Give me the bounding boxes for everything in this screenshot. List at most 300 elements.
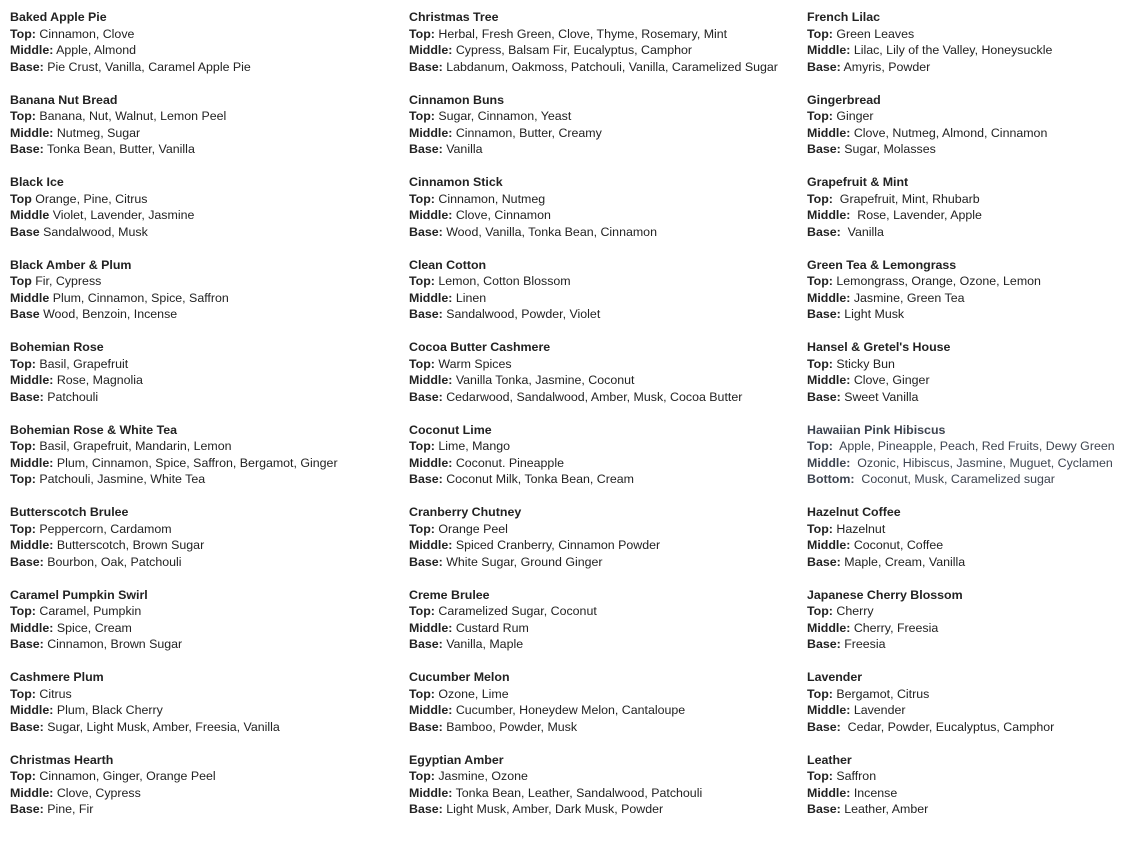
note-value: Cinnamon, Butter, Creamy [452,125,602,140]
note-value: Vanilla Tonka, Jasmine, Coconut [452,373,635,387]
scent-name: Hazelnut Coffee [807,505,901,519]
note-line-top [807,108,1137,125]
scent-name: Leather [807,752,852,767]
note-value: Cherry [832,604,874,618]
scent-entry [807,339,1137,405]
scent-entry [10,92,390,158]
scent-name: Egyptian Amber [409,752,504,767]
scent-entry [10,504,390,570]
note-label: Top: [10,604,36,618]
scent-entry [10,257,390,323]
note-label: Base: [807,802,841,816]
note-label: Middle: [807,785,851,800]
scent-entry [10,422,390,488]
note-line-top [807,273,1137,290]
note-label: Top: [10,439,36,453]
note-label: Base: [409,142,443,156]
note-line-middle [807,620,1137,637]
note-label: Top: [10,521,36,536]
scent-entry [807,422,1137,488]
note-label: Base: [10,389,44,404]
note-value: Coconut. Pineapple [452,455,564,470]
note-label: Middle: [409,208,453,222]
note-line-top [10,603,390,620]
scent-entry [807,174,1137,240]
note-line-base [409,471,789,488]
note-label: Top: [807,521,833,536]
note-label: Base [10,224,40,239]
note-value: Bourbon, Oak, Patchouli [43,554,182,569]
note-value: Clove, Nutmeg, Almond, Cinnamon [850,125,1048,140]
scent-name: Black Amber & Plum [10,257,132,272]
note-line-middle [409,785,789,802]
note-value: Peppercorn, Cardamom [35,521,172,536]
note-value: Vanilla, Maple [442,637,524,651]
note-value: White Sugar, Ground Ginger [442,554,603,569]
note-line-top [409,438,789,455]
note-line-top [807,356,1137,373]
note-label: Top: [409,274,435,288]
note-line-top [10,521,390,538]
scent-name: Black Ice [10,175,64,189]
note-line-middle [409,125,789,142]
note-value: Wood, Benzoin, Incense [39,307,178,321]
note-value: Cypress, Balsam Fir, Eucalyptus, Camphor [452,43,693,57]
note-label: Base: [807,224,841,239]
scent-entry [409,504,789,570]
note-label: Middle: [10,703,54,717]
note-label: Top: [10,356,36,371]
note-value: Jasmine, Ozone [434,769,528,783]
note-value: Amyris, Powder [840,59,931,74]
scent-name: Green Tea & Lemongrass [807,257,957,272]
note-value: Apple, Pineapple, Peach, Red Fruits, Dewy Green [832,439,1115,453]
note-value: Rose, Magnolia [53,373,143,387]
note-line-top [409,26,789,43]
scent-name: Japanese Cherry Blossom [807,587,963,602]
note-value: Cedarwood, Sandalwood, Amber, Musk, Cocoa Butter [442,389,743,404]
note-label: Base: [409,719,443,734]
note-line-base [807,801,1137,818]
scent-entry [10,9,390,75]
note-value: Nutmeg, Sugar [53,125,141,140]
note-label: Middle: [10,538,54,552]
note-line-middle [807,207,1137,224]
note-value: Clove, Ginger [850,373,930,387]
scent-entry [10,669,390,735]
note-label: Middle: [10,43,54,57]
note-line-base [409,801,789,818]
note-label: Top: [807,604,833,618]
note-value: Caramel, Pumpkin [35,604,142,618]
note-value: Plum, Black Cherry [53,703,163,717]
note-line-base [807,389,1137,406]
note-line-middle [807,785,1137,802]
note-value: Saffron [832,769,877,783]
scent-name: Cocoa Butter Cashmere [409,340,551,354]
note-value: Lemongrass, Orange, Ozone, Lemon [832,274,1041,288]
scent-column-3 [807,9,1137,818]
note-line-middle [409,620,789,637]
note-label: Middle: [409,43,453,57]
note-value: Sugar, Molasses [840,142,936,156]
note-value: Sandalwood, Musk [39,224,148,239]
note-value: Linen [452,290,487,305]
scent-name: Lavender [807,670,863,684]
note-value: Pine, Fir [43,802,94,816]
note-value: Sweet Vanilla [840,389,919,404]
note-label: Top: [409,686,435,701]
note-label: Top: [807,109,833,123]
note-line-top [409,603,789,620]
note-label: Middle: [807,620,851,635]
note-label: Base: [10,142,44,156]
note-line-middle [409,537,789,554]
note-line-top [10,108,390,125]
note-line-base [409,306,789,323]
note-value: Cinnamon, Clove [35,26,135,41]
note-label: Middle: [10,455,54,470]
note-value: Spiced Cranberry, Cinnamon Powder [452,538,661,552]
scent-entry [807,504,1137,570]
note-line-top [10,438,390,455]
note-line-base [10,389,390,406]
note-line-middle [10,537,390,554]
note-line-middle [10,42,390,59]
note-label: Middle: [10,373,54,387]
note-value: Vanilla [442,142,483,156]
note-line-top [10,26,390,43]
scent-name: Butterscotch Brulee [10,505,129,519]
note-line-base [10,471,390,488]
note-label: Middle: [409,785,453,800]
note-line-base [409,636,789,653]
note-value: Spice, Cream [53,620,132,635]
note-line-base [10,306,390,323]
note-value: Violet, Lavender, Jasmine [49,208,195,222]
note-line-top [10,273,390,290]
scent-column-1 [10,9,390,818]
note-label: Middle: [807,538,851,552]
note-value: Plum, Cinnamon, Spice, Saffron, Bergamot, Ginger [53,455,338,470]
scent-entry [409,174,789,240]
scent-entry [10,752,390,818]
note-label: Base: [409,59,443,74]
note-label: Base: [409,307,443,321]
note-line-top [409,768,789,785]
note-label: Top: [10,109,36,123]
note-label: Base: [807,389,841,404]
note-value: Incense [850,785,898,800]
note-label: Base: [807,719,841,734]
scent-name: Cranberry Chutney [409,505,522,519]
note-line-middle [409,702,789,719]
note-label: Middle: [409,703,453,717]
note-line-top [409,356,789,373]
scent-entry [409,422,789,488]
note-label: Top: [409,26,435,41]
note-label: Base: [807,307,841,321]
note-label: Base: [10,554,44,569]
note-line-top [10,191,390,208]
note-line-middle [807,290,1137,307]
note-label: Base: [10,59,44,74]
note-value: Sandalwood, Powder, Violet [442,307,601,321]
note-line-middle [10,702,390,719]
note-value: Labdanum, Oakmoss, Patchouli, Vanilla, Caramelized Sugar [442,59,778,74]
note-line-top [10,686,390,703]
note-line-base [10,224,390,241]
note-label: Base: [409,637,443,651]
scent-name: Cashmere Plum [10,670,104,684]
note-line-base [409,389,789,406]
note-line-base [807,141,1137,158]
note-label: Top: [807,274,833,288]
note-line-base [409,141,789,158]
note-line-top [409,686,789,703]
note-label: Middle: [409,373,453,387]
note-value: Fir, Cypress [31,274,102,288]
note-line-base [10,554,390,571]
note-line-top [807,603,1137,620]
note-line-middle [10,455,390,472]
note-line-top [409,108,789,125]
scent-entry [409,587,789,653]
scent-entry [409,92,789,158]
note-label: Middle: [807,43,851,57]
note-value: Ozone, Lime [434,686,509,701]
scent-entry [409,9,789,75]
note-label: Top: [807,439,833,453]
note-label: Top: [807,26,833,41]
note-label: Top: [10,686,36,701]
note-value: Orange, Pine, Citrus [31,191,148,206]
note-line-base [807,306,1137,323]
note-value: Coconut, Coffee [850,538,944,552]
note-label: Middle: [10,620,54,635]
note-value: Cherry, Freesia [850,620,939,635]
note-line-middle [10,125,390,142]
note-label: Top: [807,686,833,701]
note-value: Butterscotch, Brown Sugar [53,538,205,552]
note-label: Top: [409,109,435,123]
note-value: Clove, Cinnamon [452,208,551,222]
note-value: Rose, Lavender, Apple [850,208,982,222]
note-value: Basil, Grapefruit, Mandarin, Lemon [35,439,232,453]
note-label: Middle: [10,785,54,800]
note-value: Citrus [35,686,72,701]
note-value: Tonka Bean, Leather, Sandalwood, Patchouli [452,785,703,800]
note-line-top [409,521,789,538]
scent-entry [409,339,789,405]
note-label: Middle: [807,208,851,222]
note-label: Middle: [10,125,54,140]
note-value: Hazelnut [832,521,886,536]
note-label: Base: [10,802,44,816]
note-line-base [409,224,789,241]
scent-name: Christmas Hearth [10,752,114,767]
note-line-middle [10,372,390,389]
note-line-base [10,636,390,653]
note-line-base [10,141,390,158]
scent-entry [409,752,789,818]
note-line-top [807,521,1137,538]
note-value: Grapefruit, Mint, Rhubarb [832,191,980,206]
note-value: Patchouli [43,389,99,404]
scent-name: Cucumber Melon [409,670,510,684]
note-label: Middle: [807,455,851,470]
note-value: Tonka Bean, Butter, Vanilla [43,142,195,156]
scent-name: Coconut Lime [409,422,492,437]
scent-name: Caramel Pumpkin Swirl [10,587,148,602]
note-value: Bergamot, Citrus [832,686,930,701]
note-label: Base: [10,719,44,734]
note-value: Cinnamon, Ginger, Orange Peel [35,769,216,783]
note-label: Top: [409,769,435,783]
scent-name: Creme Brulee [409,587,490,602]
note-value: Lavender [850,703,906,717]
note-value: Ozonic, Hibiscus, Jasmine, Muguet, Cyclamen [850,455,1113,470]
note-line-middle [409,372,789,389]
note-value: Lime, Mango [434,439,510,453]
scent-entry [10,174,390,240]
note-label: Top: [10,769,36,783]
note-line-middle [409,290,789,307]
scent-name: Clean Cotton [409,257,487,272]
note-label: Middle: [807,703,851,717]
note-label: Base [10,307,40,321]
note-line-base [807,224,1137,241]
note-value: Patchouli, Jasmine, White Tea [35,472,206,486]
note-value: Lilac, Lily of the Valley, Honeysuckle [850,43,1053,57]
note-value: Vanilla [840,224,884,239]
note-value: Maple, Cream, Vanilla [840,554,966,569]
note-value: Coconut, Musk, Caramelized sugar [854,472,1055,486]
note-value: Lemon, Cotton Blossom [434,274,571,288]
note-label: Top [10,274,32,288]
note-value: Pie Crust, Vanilla, Caramel Apple Pie [43,59,251,74]
note-value: Leather, Amber [840,802,929,816]
scent-name: Bohemian Rose [10,340,104,354]
note-label: Base: [10,637,44,651]
note-line-top [409,191,789,208]
note-value: Warm Spices [434,356,512,371]
scent-name: Bohemian Rose & White Tea [10,422,178,437]
note-line-middle [807,125,1137,142]
note-value: Green Leaves [832,26,915,41]
note-line-base [807,59,1137,76]
note-label: Middle: [409,620,453,635]
scent-entry [807,669,1137,735]
note-line-top [10,356,390,373]
note-value: Basil, Grapefruit [35,356,129,371]
note-label: Top: [409,604,435,618]
note-label: Middle [10,208,50,222]
scent-name: French Lilac [807,10,880,24]
note-value: Banana, Nut, Walnut, Lemon Peel [35,109,227,123]
note-label: Top: [807,356,833,371]
note-value: Orange Peel [434,521,508,536]
note-label: Top: [409,439,435,453]
scent-entry [10,587,390,653]
note-label: Middle [10,290,50,305]
note-label: Base: [807,59,841,74]
note-line-base [409,59,789,76]
note-label: Middle: [409,290,453,305]
note-line-middle [10,207,390,224]
note-line-base [10,801,390,818]
scent-name: Cinnamon Buns [409,92,504,107]
note-label: Bottom: [807,472,855,486]
scent-entry [807,587,1137,653]
note-line-middle [10,620,390,637]
note-line-middle [409,42,789,59]
scent-name: Grapefruit & Mint [807,175,909,189]
note-value: Custard Rum [452,620,529,635]
note-value: Jasmine, Green Tea [850,290,965,305]
scent-column-2 [409,9,789,818]
note-label: Base: [409,224,443,239]
scent-name: Hawaiian Pink Hibiscus [807,422,946,437]
note-line-middle [10,785,390,802]
note-label: Top: [807,769,833,783]
note-value: Plum, Cinnamon, Spice, Saffron [49,290,229,305]
scent-entry [409,257,789,323]
scent-entry [10,339,390,405]
note-value: Herbal, Fresh Green, Clove, Thyme, Rosemary, Mint [434,26,728,41]
note-value: Clove, Cypress [53,785,141,800]
note-line-middle [807,537,1137,554]
note-label: Middle: [807,373,851,387]
note-label: Top: [10,472,36,486]
note-line-base [807,719,1137,736]
scent-name: Banana Nut Bread [10,92,118,107]
note-label: Base: [807,142,841,156]
note-label: Middle: [409,125,453,140]
note-label: Base: [807,637,841,651]
scent-name: Cinnamon Stick [409,175,503,189]
note-value: Bamboo, Powder, Musk [442,719,578,734]
note-value: Sugar, Light Musk, Amber, Freesia, Vanilla [43,719,280,734]
note-label: Middle: [807,125,851,140]
note-line-middle [807,372,1137,389]
note-line-top [807,191,1137,208]
scent-name: Hansel & Gretel's House [807,340,951,354]
note-line-base [409,554,789,571]
note-value: Sugar, Cinnamon, Yeast [434,109,572,123]
note-label: Base: [409,389,443,404]
note-line-base [807,636,1137,653]
note-label: Base: [807,554,841,569]
note-line-middle [10,290,390,307]
note-value: Wood, Vanilla, Tonka Bean, Cinnamon [442,224,657,239]
scent-entry [807,752,1137,818]
scent-entry [807,9,1137,75]
note-line-base [10,719,390,736]
note-line-top [807,26,1137,43]
note-label: Top: [409,521,435,536]
note-line-base [409,719,789,736]
note-line-middle [807,455,1137,472]
note-line-bottom [807,471,1137,488]
note-label: Top: [409,191,435,206]
note-value: Light Musk, Amber, Dark Musk, Powder [442,802,664,816]
note-line-middle [807,42,1137,59]
note-line-top [409,273,789,290]
scent-entry [807,92,1137,158]
note-line-top [10,768,390,785]
note-value: Sticky Bun [832,356,895,371]
